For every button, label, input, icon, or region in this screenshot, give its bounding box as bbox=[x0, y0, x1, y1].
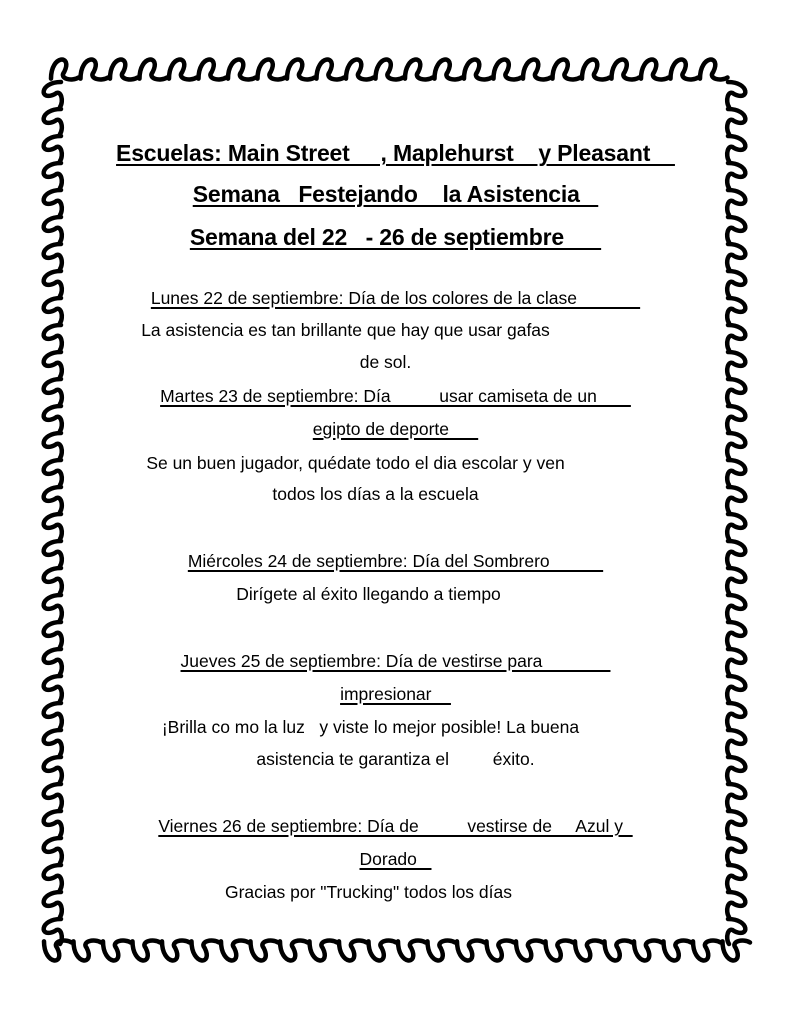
friday-body-line1: Gracias por "Trucking" todos los días bbox=[224, 882, 513, 902]
monday-body-line2: de sol. bbox=[359, 352, 412, 372]
friday-heading-line1: Viernes 26 de septiembre: Día de vestirse de Azul y bbox=[158, 816, 633, 836]
title-schools: Escuelas: Main Street , Maplehurst y Pleasant bbox=[116, 140, 675, 166]
wednesday-heading: Miércoles 24 de septiembre: Día del Sombrero bbox=[187, 551, 604, 571]
title-week-celebration: Semana Festejando la Asistencia bbox=[192, 181, 599, 207]
tuesday-heading-line2: egipto de deporte bbox=[312, 419, 479, 439]
thursday-heading-line2: impresionar bbox=[340, 684, 451, 704]
monday-heading: Lunes 22 de septiembre: Día de los colores de la clase bbox=[150, 288, 641, 308]
tuesday-body-line2: todos los días a la escuela bbox=[272, 484, 479, 504]
title-week-dates: Semana del 22 - 26 de septiembre bbox=[189, 224, 602, 250]
wednesday-body-line1: Dirígete al éxito llegando a tiempo bbox=[236, 584, 501, 604]
thursday-body-line2: asistencia te garantiza el éxito. bbox=[256, 749, 535, 769]
thursday-body-line1: ¡Brilla co mo la luz y viste lo mejor posible! La buena bbox=[161, 717, 580, 737]
tuesday-body-line1: Se un buen jugador, quédate todo el dia escolar y ven bbox=[146, 453, 565, 473]
monday-body-line1: La asistencia es tan brillante que hay que usar gafas bbox=[141, 320, 550, 340]
thursday-heading-line1: Jueves 25 de septiembre: Día de vestirse para bbox=[180, 651, 611, 671]
tuesday-heading-line1: Martes 23 de septiembre: Día usar camiseta de un bbox=[160, 386, 631, 406]
friday-heading-line2: Dorado bbox=[359, 849, 432, 869]
